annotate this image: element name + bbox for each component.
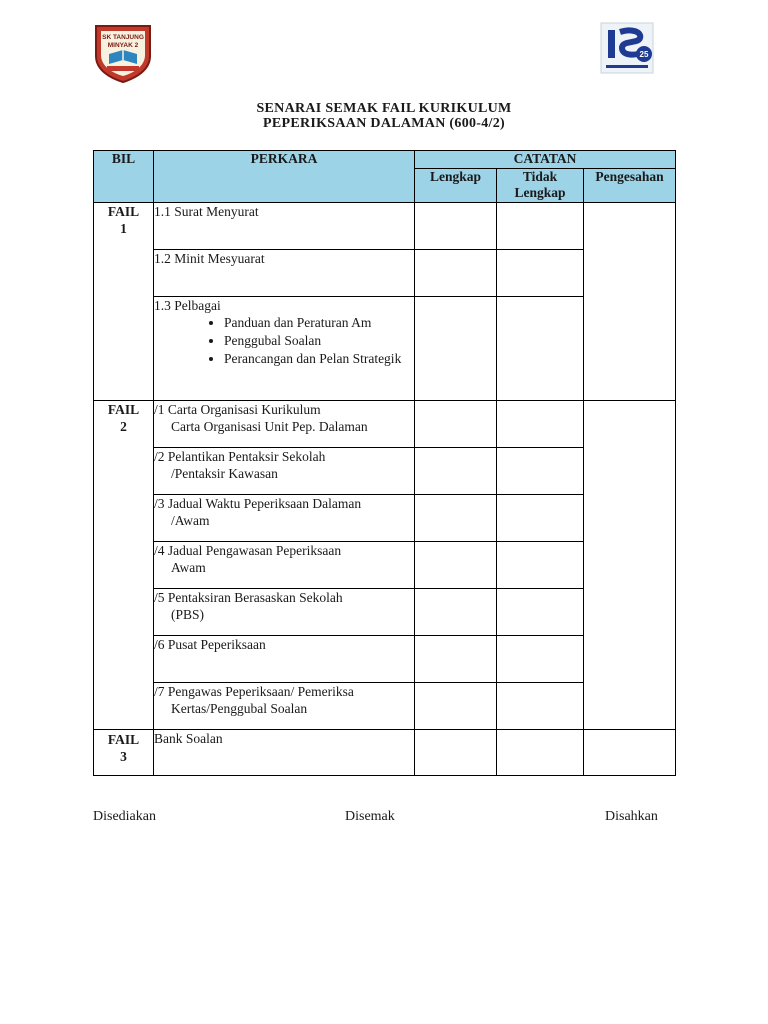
cell-tidak-lengkap[interactable] bbox=[497, 683, 584, 730]
item-1-3 bbox=[154, 297, 415, 401]
cell-lengkap[interactable] bbox=[415, 203, 497, 250]
cell-tidak-lengkap[interactable] bbox=[497, 636, 584, 683]
item-2-1 bbox=[154, 401, 415, 448]
signature-approved: Disahkan bbox=[605, 809, 658, 824]
cell-pengesahan-fail-2[interactable] bbox=[584, 401, 676, 730]
cell-tidak-lengkap[interactable] bbox=[497, 448, 584, 495]
cell-tidak-lengkap[interactable] bbox=[497, 250, 584, 297]
item-1-2: 1.2 Minit Mesyuarat bbox=[154, 250, 415, 297]
school-crest-logo bbox=[92, 22, 154, 84]
cell-lengkap[interactable] bbox=[415, 297, 497, 401]
document-subtitle: PEPERIKSAAN DALAMAN (600-4/2) bbox=[262, 116, 506, 131]
cell-lengkap[interactable] bbox=[415, 495, 497, 542]
cell-tidak-lengkap[interactable] bbox=[497, 542, 584, 589]
fail-1-label bbox=[94, 203, 154, 401]
cell-pengesahan-fail-1[interactable] bbox=[584, 203, 676, 401]
cell-lengkap[interactable] bbox=[415, 683, 497, 730]
fail-3-label-number: 3 bbox=[120, 749, 127, 764]
item-2-3 bbox=[154, 495, 415, 542]
header-bil: BIL bbox=[94, 151, 154, 203]
header-tidak-line-2: Lengkap bbox=[514, 185, 566, 200]
fail-2-label-word: FAIL bbox=[107, 402, 140, 417]
table-row bbox=[94, 730, 676, 776]
logo-number: 25 bbox=[639, 50, 649, 59]
exam-unit-logo bbox=[600, 22, 654, 74]
fail-3-label-word: FAIL bbox=[107, 732, 140, 747]
item-2-3-line-1: /3 Jadual Waktu Peperiksaan Dalaman bbox=[154, 496, 362, 511]
cell-lengkap[interactable] bbox=[415, 636, 497, 683]
cell-lengkap[interactable] bbox=[415, 542, 497, 589]
item-1-3-bullets bbox=[154, 314, 414, 368]
header-lengkap: Lengkap bbox=[415, 169, 497, 203]
item-2-1-line-1: /1 Carta Organisasi Kurikulum bbox=[154, 402, 321, 417]
bullet-item: • Penggubal Soalan bbox=[224, 332, 414, 350]
signature-prepared: Disediakan bbox=[93, 809, 156, 824]
cell-tidak-lengkap[interactable] bbox=[497, 589, 584, 636]
header-perkara: PERKARA bbox=[154, 151, 415, 203]
item-1-3-title: 1.3 Pelbagai bbox=[154, 298, 221, 313]
document-title: SENARAI SEMAK FAIL KURIKULUM bbox=[256, 101, 512, 116]
table-row bbox=[94, 203, 676, 250]
crest-text-line-2: MINYAK 2 bbox=[107, 42, 139, 49]
item-2-5-line-2: (PBS) bbox=[171, 607, 205, 622]
cell-pengesahan-fail-3[interactable] bbox=[584, 730, 676, 776]
item-2-6 bbox=[154, 636, 415, 683]
bullet-item: • Perancangan dan Pelan Strategik bbox=[224, 350, 414, 368]
item-1-1: 1.1 Surat Menyurat bbox=[154, 203, 415, 250]
cell-lengkap[interactable] bbox=[415, 730, 497, 776]
fail-2-label-number: 2 bbox=[120, 419, 127, 434]
cell-lengkap[interactable] bbox=[415, 448, 497, 495]
cell-tidak-lengkap[interactable] bbox=[497, 730, 584, 776]
cell-tidak-lengkap[interactable] bbox=[497, 401, 584, 448]
item-2-7-line-1: /7 Pengawas Peperiksaan/ Pemeriksa bbox=[154, 684, 354, 699]
checklist-table bbox=[93, 150, 676, 776]
fail-1-label-word: FAIL bbox=[107, 204, 140, 219]
item-2-4-line-1: /4 Jadual Pengawasan Peperiksaan bbox=[154, 543, 342, 558]
item-2-3-line-2: /Awam bbox=[171, 513, 210, 528]
header-pengesahan: Pengesahan bbox=[584, 169, 676, 203]
item-2-2-line-1: /2 Pelantikan Pentaksir Sekolah bbox=[154, 449, 326, 464]
cell-lengkap[interactable] bbox=[415, 589, 497, 636]
cell-tidak-lengkap[interactable] bbox=[497, 203, 584, 250]
fail-2-label bbox=[94, 401, 154, 730]
item-2-6-line-1: /6 Pusat Peperiksaan bbox=[154, 637, 266, 652]
cell-tidak-lengkap[interactable] bbox=[497, 297, 584, 401]
item-3-1: Bank Soalan bbox=[154, 730, 415, 776]
cell-lengkap[interactable] bbox=[415, 250, 497, 297]
item-2-7 bbox=[154, 683, 415, 730]
bullet-item: • Panduan dan Peraturan Am bbox=[224, 314, 414, 332]
item-2-4 bbox=[154, 542, 415, 589]
item-2-2-line-2: /Pentaksir Kawasan bbox=[171, 466, 278, 481]
header-tidak-lengkap bbox=[497, 169, 584, 203]
item-2-5 bbox=[154, 589, 415, 636]
item-2-5-line-1: /5 Pentaksiran Berasaskan Sekolah bbox=[154, 590, 343, 605]
fail-1-label-number: 1 bbox=[120, 221, 127, 236]
item-2-7-line-2: Kertas/Penggubal Soalan bbox=[171, 701, 308, 716]
cell-tidak-lengkap[interactable] bbox=[497, 495, 584, 542]
signature-checked: Disemak bbox=[345, 809, 395, 824]
cell-lengkap[interactable] bbox=[415, 401, 497, 448]
item-2-2 bbox=[154, 448, 415, 495]
header-catatan: CATATAN bbox=[415, 151, 676, 169]
fail-3-label bbox=[94, 730, 154, 776]
item-2-1-line-2: Carta Organisasi Unit Pep. Dalaman bbox=[171, 419, 368, 434]
item-2-4-line-2: Awam bbox=[171, 560, 206, 575]
table-row bbox=[94, 401, 676, 448]
header-tidak-line-1: Tidak bbox=[522, 169, 558, 184]
crest-text-line-1: SK TANJUNG bbox=[102, 34, 144, 41]
